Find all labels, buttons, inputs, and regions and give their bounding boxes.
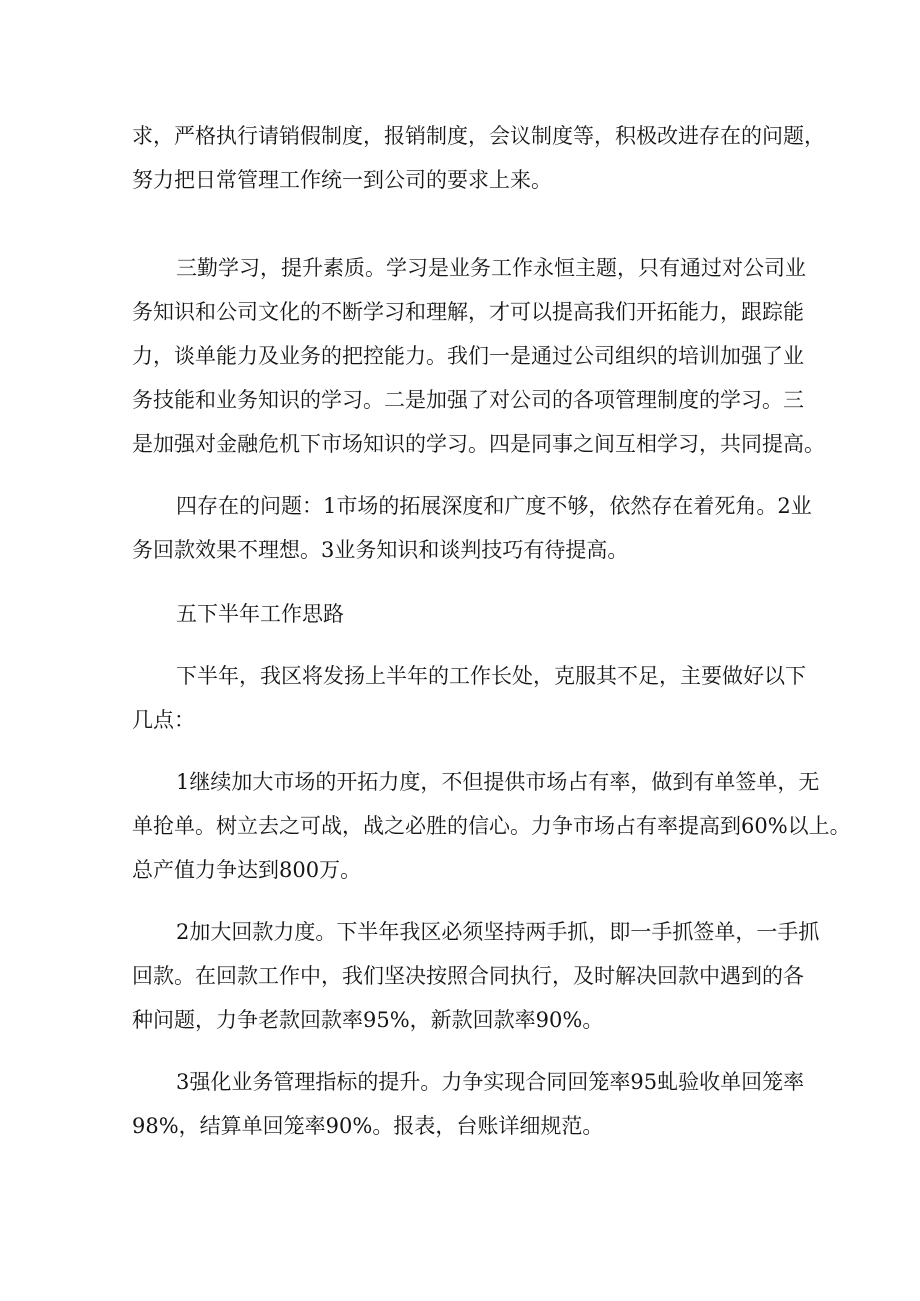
text-line: 四存在的问题：1市场的拓展深度和广度不够，依然存在着死角。2业 xyxy=(176,494,812,518)
text-line: 98%，结算单回笼率90%。报表，台账详细规范。 xyxy=(132,1114,604,1138)
paragraph-item-2 xyxy=(132,910,820,1042)
paragraph-study xyxy=(132,246,825,466)
text-line: 三勤学习，提升素质。学习是业务工作永恒主题，只有通过对公司业 xyxy=(176,256,806,280)
text-line: 下半年，我区将发扬上半年的工作长处，克服其不足，主要做好以下 xyxy=(176,664,806,688)
paragraph-item-1 xyxy=(132,760,851,892)
text-line: 几点： xyxy=(132,708,195,732)
text-line: 务回款效果不理想。3业务知识和谈判技巧有待提高。 xyxy=(132,538,629,562)
text-line: 是加强对金融危机下市场知识的学习。四是同事之间互相学习，共同提高。 xyxy=(132,432,825,456)
text-line: 务知识和公司文化的不断学习和理解，才可以提高我们开拓能力，跟踪能 xyxy=(132,300,804,324)
text-line: 五下半年工作思路 xyxy=(176,602,344,626)
text-line: 总产值力争达到800万。 xyxy=(132,858,362,882)
text-line: 求，严格执行请销假制度，报销制度，会议制度等，积极改进存在的问题， xyxy=(132,124,825,148)
text-line: 单抢单。树立去之可战，战之必胜的信心。力争市场占有率提高到60%以上。 xyxy=(132,814,851,838)
text-line: 力，谈单能力及业务的把控能力。我们一是通过公司组织的培训加强了业 xyxy=(132,344,804,368)
paragraph-second-half-intro xyxy=(132,654,806,742)
paragraph-problems xyxy=(132,484,812,572)
paragraph-item-3 xyxy=(132,1060,805,1148)
text-line: 回款。在回款工作中，我们坚决按照合同执行，及时解决回款中遇到的各 xyxy=(132,964,804,988)
paragraph-admin-rules xyxy=(132,114,825,202)
text-line: 务技能和业务知识的学习。二是加强了对公司的各项管理制度的学习。三 xyxy=(132,388,804,412)
text-line: 种问题，力争老款回款率95%，新款回款率90%。 xyxy=(132,1008,604,1032)
text-line: 2加大回款力度。下半年我区必须坚持两手抓，即一手抓签单，一手抓 xyxy=(176,920,820,944)
text-line: 3强化业务管理指标的提升。力争实现合同回笼率95虬验收单回笼率 xyxy=(176,1070,805,1094)
section-heading xyxy=(132,592,792,636)
text-line: 努力把日常管理工作统一到公司的要求上来。 xyxy=(132,168,552,192)
text-line: 1继续加大市场的开拓力度，不但提供市场占有率，做到有单签单，无 xyxy=(176,770,820,794)
